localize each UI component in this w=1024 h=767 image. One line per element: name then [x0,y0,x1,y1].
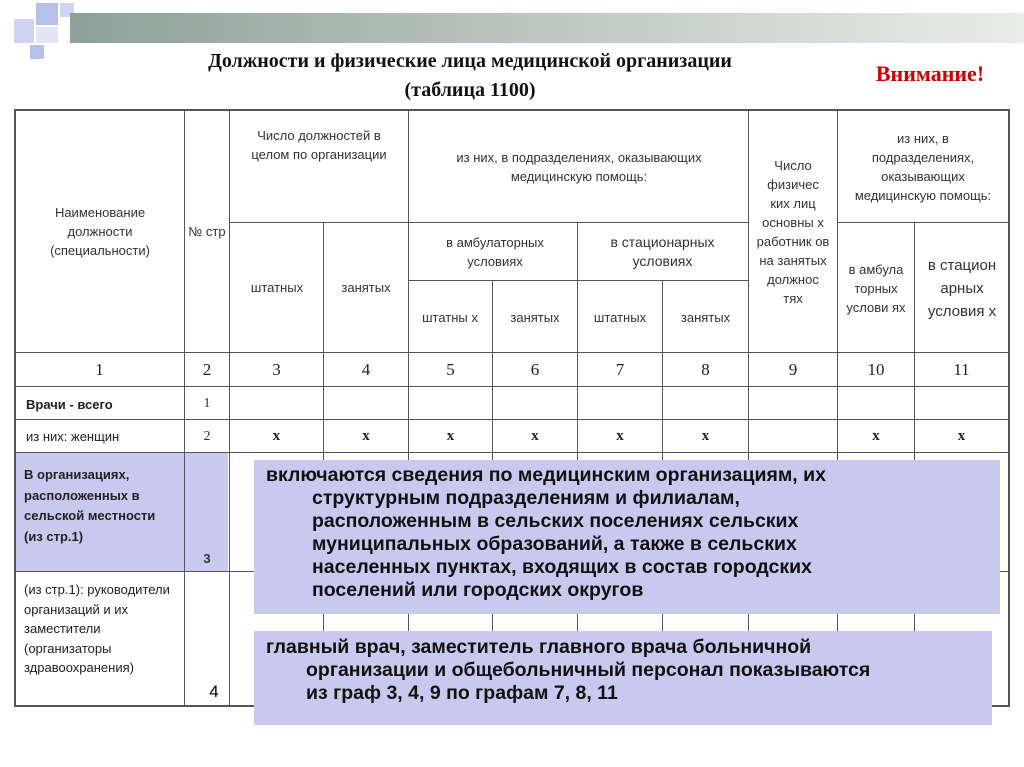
note-rural-line: муниципальных образований, а также в сельских [312,533,797,555]
note-head-doctor-line: организации и общебольничный персонал показываются [306,659,871,681]
row2-mark: x [446,427,455,444]
row2-label: из них: женщин [26,429,120,444]
col-num-8: 8 [701,360,710,379]
header-staff-inpatient: штатных [593,309,647,325]
header-persons: Число физичес ких лиц основны х работник ов на занятых должнос тях [756,157,830,306]
row3-no: 3 [203,550,211,566]
col-num-6: 6 [530,360,540,379]
row2-mark: x [272,427,281,444]
header-of-which-units: из них, в подразделениях, оказывающих медицинскую помощь: [456,149,702,184]
col-num-11: 11 [953,360,970,379]
header-inpatient: в стационарных условиях [610,234,715,269]
col-num-4: 4 [361,360,371,379]
row2-no: 2 [203,428,211,444]
warning-label: Внимание! [875,61,985,86]
header-occupied-outpatient: занятых [510,309,560,325]
row1-no: 1 [203,395,211,411]
header-outpatient: в амбулаторных условиях [446,235,544,269]
note-head-doctor [254,631,992,725]
col-num-5: 5 [446,360,455,379]
col-num-1: 1 [95,360,104,379]
note-rural-line: поселений или городских округов [312,579,644,601]
row1-label: Врачи - всего [26,397,113,412]
row3-label: В организациях, расположенных в сельской местности (из стр.1) [24,467,156,544]
row2-mark: x [872,427,880,444]
col-num-3: 3 [272,360,281,379]
row4-label: (из стр.1): руководители организаций и их заместители (организаторы здравоохранения) [24,582,170,675]
row2-mark: x [616,427,624,444]
header-staff: штатных [250,279,304,295]
note-rural [254,460,1000,614]
header-occupied-inpatient: занятых [680,309,731,325]
header-of-which-units-2: из них, в подразделениях, оказывающих медицинскую помощь: [854,130,992,203]
header-name: Наименование должности (специальности) [50,205,150,258]
note-rural-line: населенных пунктах, входящих в состав городских [312,556,812,578]
col-num-10: 10 [867,360,885,379]
note-head-doctor-line: из граф 3, 4, 9 по графам 7, 8, 11 [306,682,618,704]
row2-mark: x [531,427,539,444]
header-ambul: в амбула торных услови ях [846,261,906,315]
page-title: Должности и физические лица медицинской организации (таблица 1100) [208,50,732,101]
header-station: в стацион арных условия х [927,256,997,320]
note-head-doctor-line: главный врач, заместитель главного врача больничной [266,636,812,658]
row2-mark: x [362,427,370,444]
note-rural-line: расположенным в сельских поселениях сельских [312,510,799,532]
col-num-9: 9 [788,360,798,379]
header-positions-total: Число должностей в целом по организации [251,128,387,162]
col-num-7: 7 [615,360,625,379]
note-rural-line: включаются сведения по медицинским организациям, их [266,464,826,486]
row2-mark: x [957,427,966,444]
row4-no: 4 [209,681,219,701]
col-num-2: 2 [202,360,212,379]
note-rural-line: структурным подразделениям и филиалам, [312,487,740,509]
row2-mark: x [701,427,710,444]
header-occupied: занятых [341,279,391,295]
header-staff-outpatient: штатны х [422,309,478,325]
header-row-no: № стр [188,224,226,239]
